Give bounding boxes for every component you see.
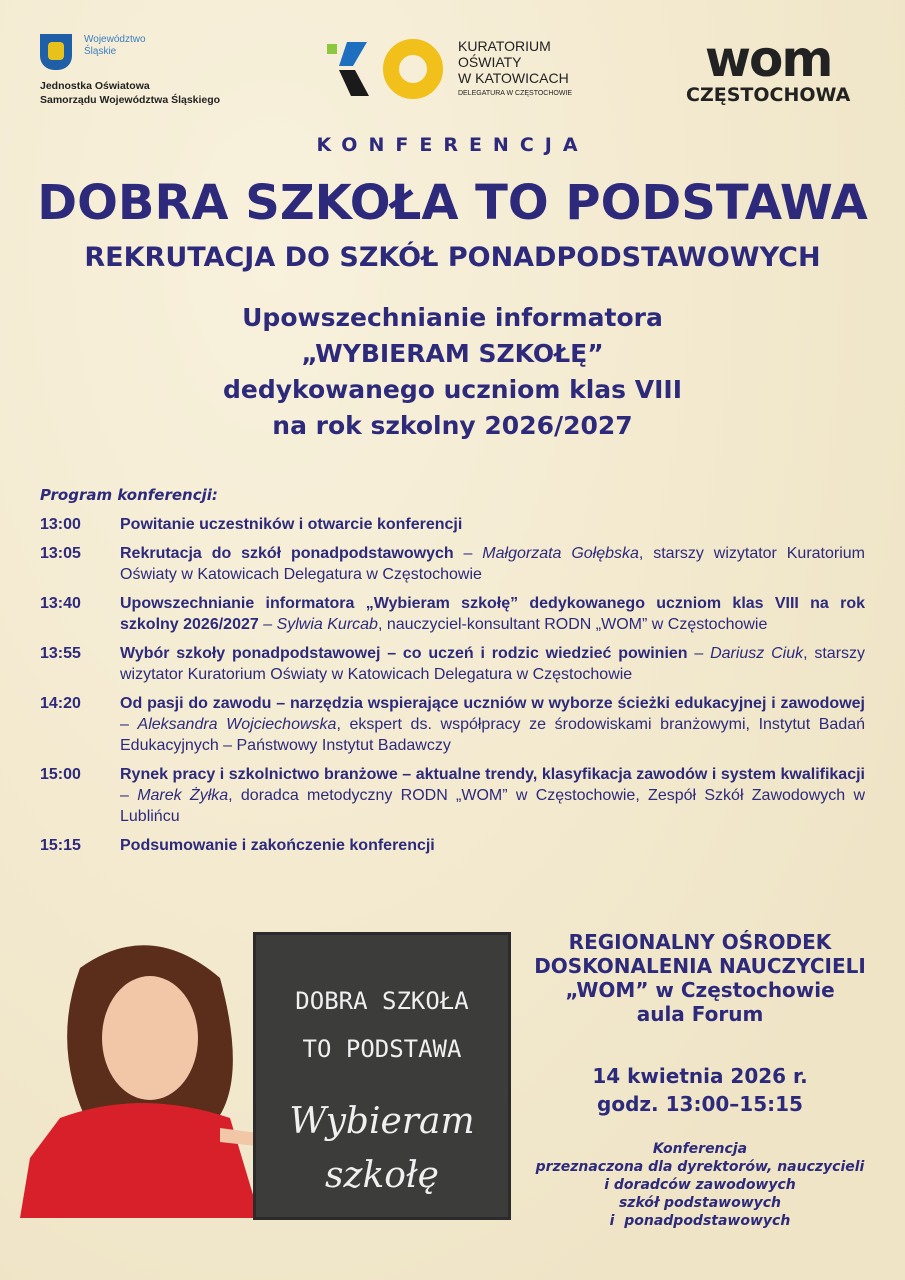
separator: –	[687, 645, 711, 662]
program-title: Rekrutacja do szkół ponadpodstawowych	[120, 545, 454, 562]
wom-city: CZĘSTOCHOWA	[686, 84, 851, 106]
intro-line: „WYBIERAM SZKOŁĘ”	[301, 339, 604, 368]
venue	[520, 930, 880, 1026]
kuratorium-ko-icon	[325, 38, 445, 100]
intro-line: na rok szkolny 2026/2027	[272, 411, 633, 440]
kur-l4: DELEGATURA W CZĘSTOCHOWIE	[458, 90, 573, 97]
program-item	[40, 643, 865, 685]
chalkboard	[253, 932, 511, 1220]
program-desc	[120, 764, 865, 827]
program-item	[40, 835, 865, 856]
audience-line: i doradców zawodowych	[604, 1177, 796, 1193]
kur-l2: OŚWIATY	[458, 54, 522, 70]
kur-l3: W KATOWICACH	[458, 70, 569, 86]
program-desc	[120, 835, 865, 856]
program-title: Od pasji do zawodu – narzędzia wspierające uczniów w wyborze ścieżki edukacyjnej i zawodowej	[120, 695, 865, 712]
program-item	[40, 693, 865, 756]
program-desc	[120, 643, 865, 685]
speaker-role: , nauczyciel-konsultant RODN „WOM” w Częstochowie	[377, 616, 768, 633]
program-item	[40, 764, 865, 827]
audience	[520, 1140, 880, 1230]
program-item	[40, 543, 865, 585]
program-item	[40, 514, 865, 535]
speaker-role: , doradca metodyczny RODN „WOM” w Częstochowie, Zespół Szkół Zawodowych w Lublińcu	[120, 787, 865, 825]
eagle-crest-icon	[40, 34, 72, 70]
wom-mark: wom	[704, 30, 832, 88]
speaker-name: Dariusz Ciuk	[710, 645, 804, 662]
speaker-name: Marek Żyłka	[137, 787, 229, 804]
slaskie-line1: Jednostka Oświatowa	[40, 80, 150, 92]
wom-logo	[686, 30, 851, 106]
program-title: Upowszechnianie informatora „Wybieram szkołę” dedykowanego uczniom klas VIII na rok szkolny 2026/2027	[120, 595, 865, 633]
speaker-role: , starszy wizytator Kuratorium Oświaty w Katowicach Delegatura w Częstochowie	[120, 645, 866, 683]
program-title: Rynek pracy i szkolnictwo branżowe – aktualne trendy, klasyfikacja zawodów i system kwalifikacji	[120, 766, 865, 783]
chalk-line: DOBRA SZKOŁA	[295, 987, 469, 1015]
program-time: 13:40	[40, 595, 81, 612]
speaker-role: , ekspert ds. współpracy ze środowiskami branżowymi, Instytut Badań Edukacyjnych – Państwowy Instytut Badawczy	[120, 716, 866, 754]
slaskie-line2: Samorządu Województwa Śląskiego	[40, 94, 221, 106]
audience-line: przeznaczona dla dyrektorów, nauczycieli	[535, 1159, 865, 1175]
separator: –	[120, 787, 138, 804]
date-day: 14 kwietnia 2026 r.	[592, 1064, 808, 1088]
program-desc	[120, 514, 865, 535]
program-list	[40, 514, 865, 864]
program-desc	[120, 593, 865, 635]
venue-line: „WOM” w Częstochowie	[565, 978, 835, 1002]
student-photo	[20, 928, 260, 1218]
page-title: DOBRA SZKOŁA TO PODSTAWA	[37, 175, 868, 231]
date-hours: godz. 13:00–15:15	[597, 1092, 803, 1116]
program-time: 15:15	[40, 837, 81, 854]
slaskie-name: Województwo Śląskie	[84, 34, 146, 57]
program-time: 13:00	[40, 516, 81, 533]
program-time: 13:05	[40, 545, 81, 562]
program-title: Powitanie uczestników i otwarcie konferencji	[120, 516, 463, 533]
chalk-line: szkołę	[325, 1155, 439, 1196]
separator: –	[453, 545, 483, 562]
speaker-name: Małgorzata Gołębska	[482, 545, 639, 562]
chalk-line: Wybieram	[289, 1101, 475, 1142]
chalk-line: TO PODSTAWA	[302, 1035, 462, 1063]
venue-line: DOSKONALENIA NAUCZYCIELI	[534, 954, 866, 978]
event-date	[520, 1062, 880, 1118]
kuratorium-logo-text	[458, 38, 572, 102]
kur-l1: KURATORIUM	[458, 38, 551, 54]
separator: –	[258, 616, 277, 633]
separator: –	[120, 716, 138, 733]
program-time: 14:20	[40, 695, 81, 712]
slaskie-logo	[40, 34, 220, 107]
intro-line: Upowszechnianie informatora	[242, 303, 663, 332]
intro-line: dedykowanego uczniom klas VIII	[222, 375, 683, 404]
program-heading: Program konferencji:	[40, 486, 218, 504]
program-desc	[120, 543, 865, 585]
intro-block	[0, 300, 905, 444]
audience-line: Konferencja	[652, 1141, 748, 1157]
page-subtitle: REKRUTACJA DO SZKÓŁ PONADPODSTAWOWYCH	[84, 242, 821, 273]
program-desc	[120, 693, 865, 756]
venue-line: REGIONALNY OŚRODEK	[568, 930, 832, 954]
speaker-name: Sylwia Kurcab	[276, 616, 378, 633]
program-time: 13:55	[40, 645, 81, 662]
program-time: 15:00	[40, 766, 81, 783]
kicker: KONFERENCJA	[316, 134, 589, 156]
program-title: Podsumowanie i zakończenie konferencji	[120, 837, 435, 854]
venue-line: aula Forum	[636, 1002, 764, 1026]
speaker-name: Aleksandra Wojciechowska	[137, 716, 337, 733]
audience-line: szkół podstawowych	[618, 1195, 782, 1211]
program-item	[40, 593, 865, 635]
audience-line: i ponadpodstawowych	[609, 1213, 791, 1229]
program-title: Wybór szkoły ponadpodstawowej – co uczeń i rodzic wiedzieć powinien	[120, 645, 688, 662]
speaker-role: , starszy wizytator Kuratorium Oświaty w Katowicach Delegatura w Częstochowie	[120, 545, 865, 583]
